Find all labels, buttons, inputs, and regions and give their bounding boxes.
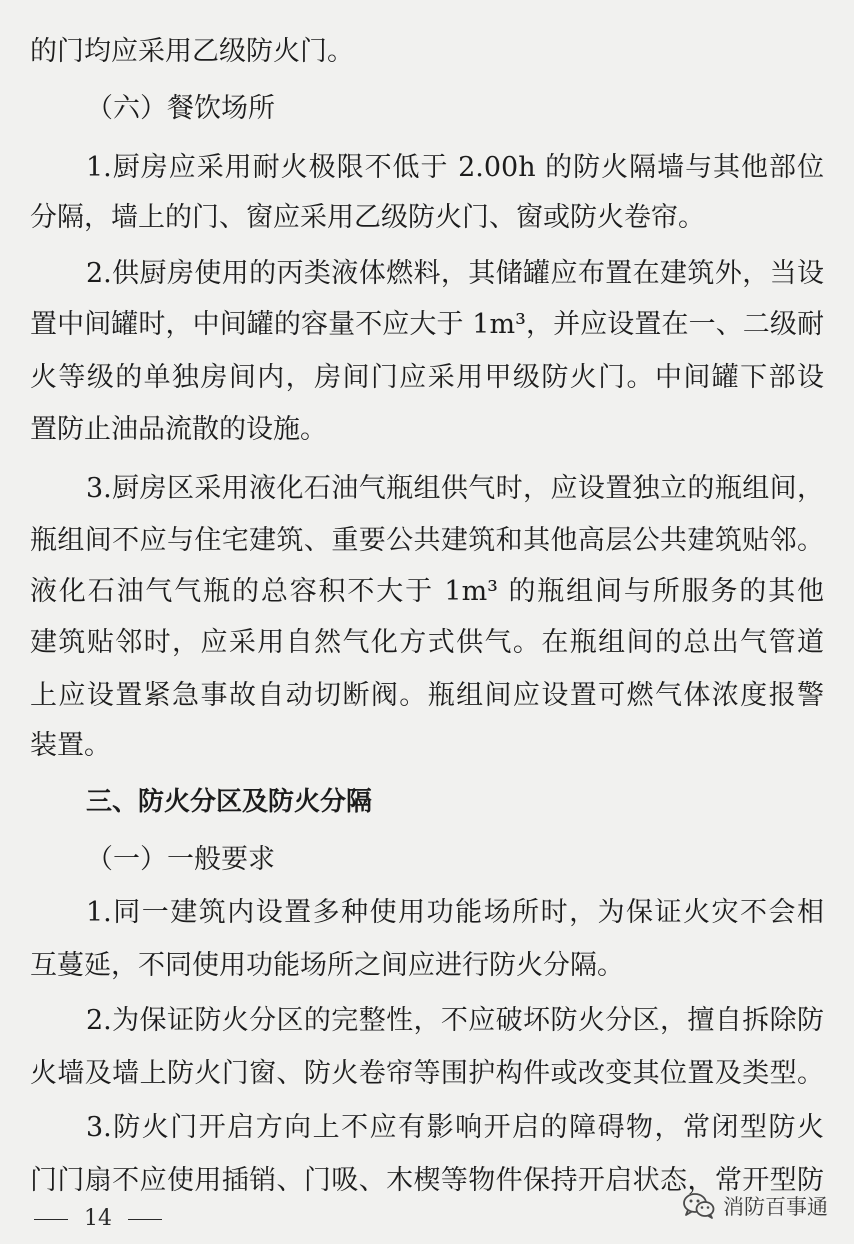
page-footer — [34, 1203, 162, 1235]
text-line: 门门扇不应使用插销、门吸、木楔等物件保持开启状态，常开型防 — [30, 1165, 824, 1196]
section-heading-line: 三、防火分区及防火分隔 — [86, 787, 373, 817]
text-line: 3.厨房区采用液化石油气瓶组供气时，应设置独立的瓶组间， — [86, 473, 824, 504]
text-line: 3.防火门开启方向上不应有影响开启的障碍物，常闭型防火 — [86, 1112, 824, 1143]
text-line: 置防止油品流散的设施。 — [30, 414, 327, 445]
text-line: 分隔，墙上的门、窗应采用乙级防火门、窗或防火卷帘。 — [30, 202, 705, 233]
text-line: 2.为保证防火分区的完整性，不应破坏防火分区，擅自拆除防 — [86, 1005, 824, 1036]
footer-dash-left — [34, 1219, 68, 1220]
page-number: 14 — [84, 1206, 112, 1231]
text-line: （一）一般要求 — [86, 844, 275, 875]
text-line: 火墙及墙上防火门窗、防火卷帘等围护构件或改变其位置及类型。 — [30, 1058, 824, 1089]
text-line: 置中间罐时，中间罐的容量不应大于 1m³，并应设置在一、二级耐 — [30, 309, 824, 340]
text-line: 1.同一建筑内设置多种使用功能场所时，为保证火灾不会相 — [86, 897, 824, 928]
text-line: 2.供厨房使用的丙类液体燃料，其储罐应布置在建筑外，当设 — [86, 258, 824, 289]
footer-dash-right — [128, 1219, 162, 1220]
watermark — [683, 1188, 828, 1224]
text-line: 互蔓延，不同使用功能场所之间应进行防火分隔。 — [30, 950, 624, 981]
text-line: 瓶组间不应与住宅建筑、重要公共建筑和其他高层公共建筑贴邻。 — [30, 525, 824, 556]
text-line: 建筑贴邻时，应采用自然气化方式供气。在瓶组间的总出气管道 — [30, 627, 824, 658]
watermark-label: 消防百事通 — [723, 1195, 828, 1219]
text-line: 装置。 — [30, 730, 111, 761]
wechat-icon — [683, 1192, 715, 1220]
text-line: （六）餐饮场所 — [86, 93, 275, 124]
text-line: 上应设置紧急事故自动切断阀。瓶组间应设置可燃气体浓度报警 — [30, 680, 824, 711]
text-line: 液化石油气气瓶的总容积不大于 1m³ 的瓶组间与所服务的其他 — [30, 576, 824, 607]
text-line: 1.厨房应采用耐火极限不低于 2.00h 的防火隔墙与其他部位 — [86, 152, 824, 183]
text-line: 的门均应采用乙级防火门。 — [30, 36, 354, 67]
text-line: 火等级的单独房间内，房间门应采用甲级防火门。中间罐下部设 — [30, 362, 824, 393]
